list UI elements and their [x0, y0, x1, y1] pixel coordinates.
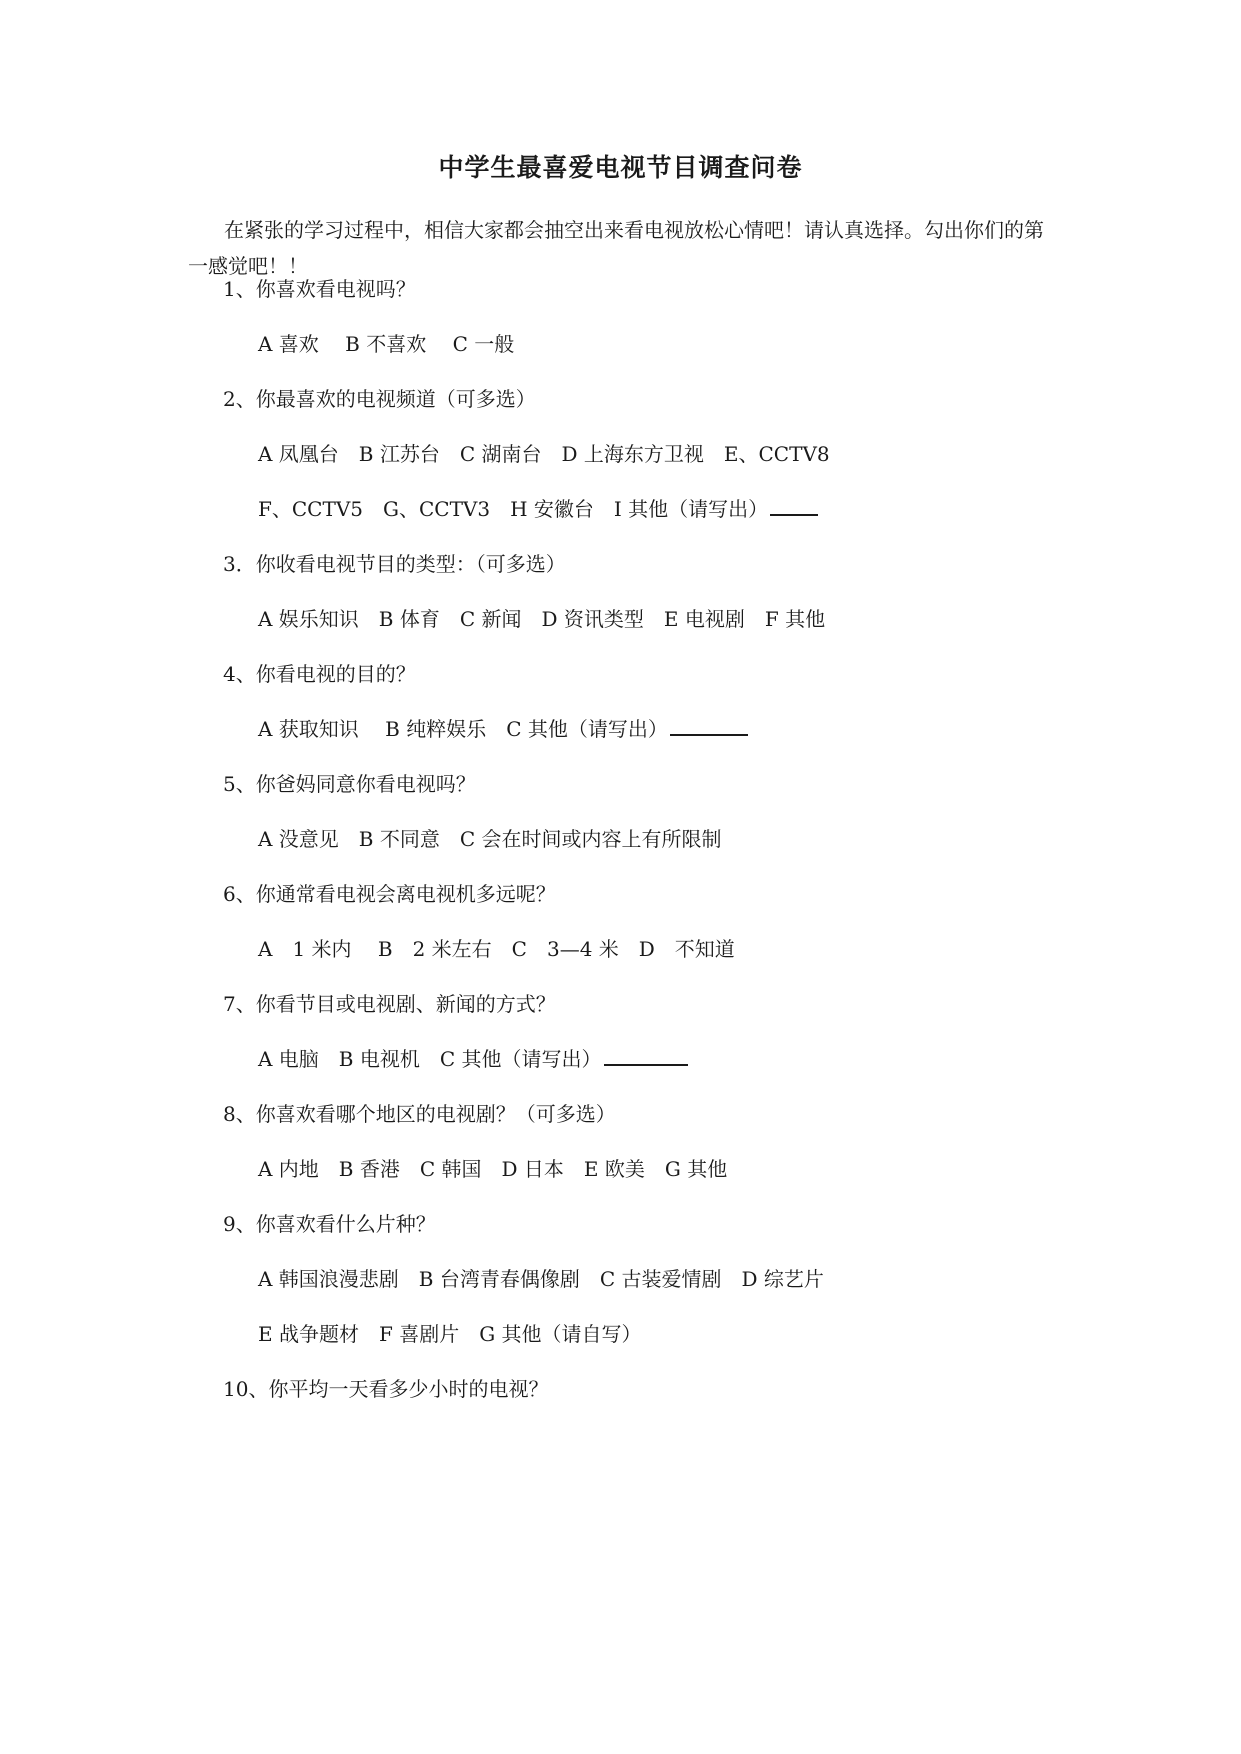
question-label: 7、你看节目或电视剧、新闻的方式？: [223, 992, 556, 1016]
answer-options: [258, 1155, 727, 1183]
options-label: A 内地 B 香港 C 韩国 D 日本 E 欧美 G 其他: [258, 1157, 728, 1181]
question-text: [223, 385, 536, 413]
fill-in-blank[interactable]: [604, 1063, 688, 1066]
options-label: A 娱乐知识 B 体育 C 新闻 D 资讯类型 E 电视剧 F 其他: [258, 607, 826, 631]
options-label: A 1 米内 B 2 米左右 C 3—4 米 D 不知道: [258, 937, 735, 961]
answer-options: [258, 825, 722, 853]
fill-in-blank[interactable]: [670, 733, 748, 736]
answer-options: [258, 495, 818, 523]
question-label: 6、你通常看电视会离电视机多远呢？: [223, 882, 556, 906]
options-label: A 没意见 B 不同意 C 会在时间或内容上有所限制: [258, 827, 722, 851]
question-label: 4、你看电视的目的？: [223, 662, 416, 686]
question-label: 2、你最喜欢的电视频道（可多选）: [223, 387, 536, 411]
question-label: 10、你平均一天看多少小时的电视？: [223, 1377, 549, 1401]
question-text: [223, 275, 416, 303]
question-text: [223, 1210, 436, 1238]
options-label: A 凤凰台 B 江苏台 C 湖南台 D 上海东方卫视 E、CCTV8: [258, 442, 830, 466]
fill-in-blank[interactable]: [770, 513, 818, 516]
options-label: E 战争题材 F 喜剧片 G 其他（请自写）: [258, 1322, 642, 1346]
question-text: [223, 990, 556, 1018]
options-label: A 电脑 B 电视机 C 其他（请写出）: [258, 1047, 602, 1071]
options-label: A 获取知识 B 纯粹娱乐 C 其他（请写出）: [258, 717, 668, 741]
answer-options: [258, 935, 735, 963]
question-label: 8、你喜欢看哪个地区的电视剧？（可多选）: [223, 1102, 616, 1126]
answer-options: [258, 440, 830, 468]
question-label: 1、你喜欢看电视吗？: [223, 277, 416, 301]
answer-options: [258, 1265, 824, 1293]
intro-paragraph: 在紧张的学习过程中，相信大家都会抽空出来看电视放松心情吧！请认真选择。勾出你们的第一感觉吧！！: [188, 218, 1044, 278]
answer-options: [258, 605, 825, 633]
answer-options: [258, 330, 514, 358]
answer-options: [258, 1045, 688, 1073]
answer-options: [258, 715, 748, 743]
answer-options: [258, 1320, 642, 1348]
question-label: 5、你爸妈同意你看电视吗？: [223, 772, 476, 796]
page-title: 中学生最喜爱电视节目调查问卷: [438, 153, 803, 182]
question-text: [223, 1100, 616, 1128]
options-label: A 韩国浪漫悲剧 B 台湾青春偶像剧 C 古装爱情剧 D 综艺片: [258, 1267, 824, 1291]
question-text: [223, 880, 556, 908]
question-text: [223, 770, 476, 798]
question-text: [223, 550, 566, 578]
question-text: [223, 660, 416, 688]
question-label: 9、你喜欢看什么片种？: [223, 1212, 436, 1236]
options-label: F、CCTV5 G、CCTV3 H 安徽台 I 其他（请写出）: [258, 497, 769, 521]
question-label: 3．你收看电视节目的类型：（可多选）: [223, 552, 566, 576]
question-text: [223, 1375, 548, 1403]
options-label: A 喜欢 B 不喜欢 C 一般: [258, 332, 515, 356]
